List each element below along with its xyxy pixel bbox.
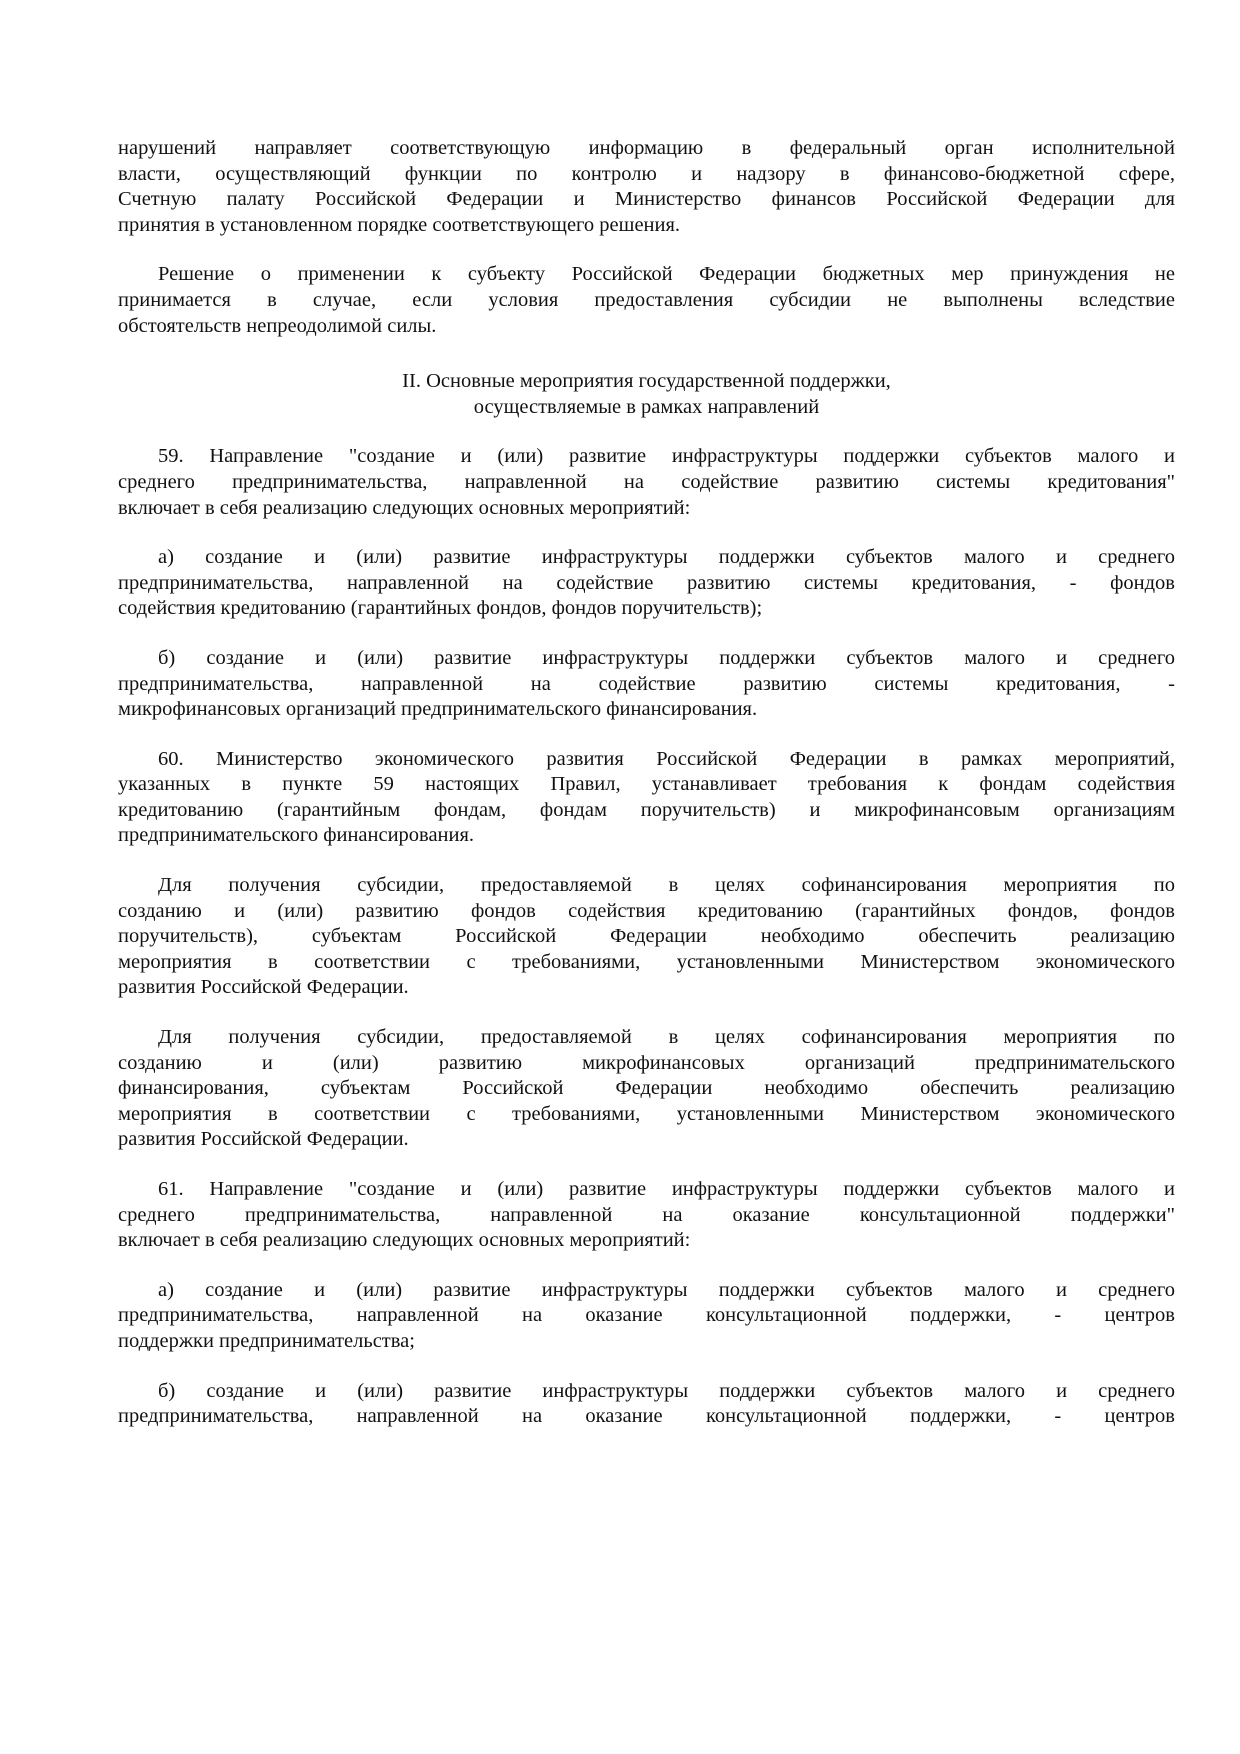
text-line: предпринимательства, направленной на оказание консультационной поддержки, - центров — [118, 1405, 1175, 1428]
text-line: микрофинансовых организаций предпринимательского финансирования. — [118, 698, 758, 721]
paragraph — [118, 1025, 1175, 1153]
text-line: Для получения субсидии, предоставляемой в целях софинансирования мероприятия по — [158, 1026, 1175, 1049]
paragraph — [118, 873, 1175, 1001]
paragraph — [118, 1379, 1175, 1430]
text-line: принимается в случае, если условия предоставления субсидии не выполнены вследствие — [118, 288, 1175, 311]
text-line: поручительств), субъектам Российской Федерации необходимо обеспечить реализацию — [118, 925, 1175, 948]
text-line: среднего предпринимательства, направленной на содействие развитию системы кредитования" — [118, 470, 1175, 493]
paragraph — [118, 545, 1175, 622]
heading-line: II. Основные мероприятия государственной поддержки, — [402, 370, 891, 393]
text-line: нарушений направляет соответствующую информацию в федеральный орган исполнительной — [118, 137, 1175, 159]
heading-line: осуществляемые в рамках направлений — [473, 395, 820, 418]
text-line: предпринимательского финансирования. — [118, 824, 475, 847]
paragraph — [118, 646, 1175, 723]
text-line: б) создание и (или) развитие инфраструктуры поддержки субъектов малого и среднего — [158, 1379, 1175, 1402]
text-line: 61. Направление "создание и (или) развитие инфраструктуры поддержки субъектов малого и — [158, 1178, 1175, 1200]
paragraph — [118, 747, 1175, 849]
text-line: Решение о применении к субъекту Российской Федерации бюджетных мер принуждения не — [158, 263, 1175, 286]
text-line: включает в себя реализацию следующих основных мероприятий: — [118, 1229, 691, 1252]
text-line: кредитованию (гарантийным фондам, фондам поручительств) и микрофинансовым организациям — [118, 798, 1175, 821]
text-line: мероприятия в соответствии с требованиями, установленными Министерством экономического — [118, 950, 1175, 973]
text-line: предпринимательства, направленной на содействие развитию системы кредитования, - — [118, 672, 1175, 695]
paragraph — [118, 444, 1175, 521]
text-line: указанных в пункте 59 настоящих Правил, устанавливает требования к фондам содействия — [118, 773, 1175, 796]
text-line: созданию и (или) развитию фондов содействия кредитованию (гарантийных фондов, фондов — [118, 899, 1175, 922]
text-line: содействия кредитованию (гарантийных фондов, фондов поручительств); — [118, 597, 763, 620]
text-line: включает в себя реализацию следующих основных мероприятий: — [118, 496, 691, 519]
text-line: развития Российской Федерации. — [118, 1128, 409, 1151]
text-line: предпринимательства, направленной на оказание консультационной поддержки, - центров — [118, 1304, 1175, 1327]
paragraph — [118, 1177, 1175, 1254]
text-line: 60. Министерство экономического развития Российской Федерации в рамках мероприятий, — [158, 747, 1175, 770]
text-line: развития Российской Федерации. — [118, 976, 409, 999]
paragraphs-before-heading — [118, 136, 1175, 339]
text-line: созданию и (или) развитию микрофинансовых организаций предпринимательского — [118, 1051, 1175, 1074]
text-line: 59. Направление "создание и (или) развитие инфраструктуры поддержки субъектов малого и — [158, 445, 1175, 468]
text-line: предпринимательства, направленной на содействие развитию системы кредитования, - фондов — [118, 571, 1175, 594]
paragraphs-after-heading — [118, 444, 1175, 1429]
text-line: принятия в установленном порядке соответствующего решения. — [118, 213, 681, 236]
paragraph — [118, 262, 1175, 339]
text-line: обстоятельств непреодолимой силы. — [118, 314, 437, 337]
text-line: среднего предпринимательства, направленной на оказание консультационной поддержки" — [118, 1203, 1175, 1226]
text-line: финансирования, субъектам Российской Федерации необходимо обеспечить реализацию — [118, 1077, 1175, 1100]
text-line: б) создание и (или) развитие инфраструктуры поддержки субъектов малого и среднего — [158, 646, 1175, 669]
text-line: власти, осуществляющий функции по контролю и надзору в финансово-бюджетной сфере, — [118, 162, 1175, 185]
paragraph — [118, 136, 1175, 238]
paragraph — [118, 1278, 1175, 1355]
text-line: Счетную палату Российской Федерации и Министерство финансов Российской Федерации для — [118, 188, 1175, 211]
text-line: а) создание и (или) развитие инфраструктуры поддержки субъектов малого и среднего — [158, 1278, 1175, 1301]
document-page — [118, 136, 1175, 1430]
section-heading — [118, 369, 1175, 420]
text-line: Для получения субсидии, предоставляемой в целях софинансирования мероприятия по — [158, 874, 1175, 897]
text-line: поддержки предпринимательства; — [118, 1329, 415, 1352]
text-line: а) создание и (или) развитие инфраструктуры поддержки субъектов малого и среднего — [158, 546, 1175, 569]
text-line: мероприятия в соответствии с требованиями, установленными Министерством экономического — [118, 1102, 1175, 1125]
